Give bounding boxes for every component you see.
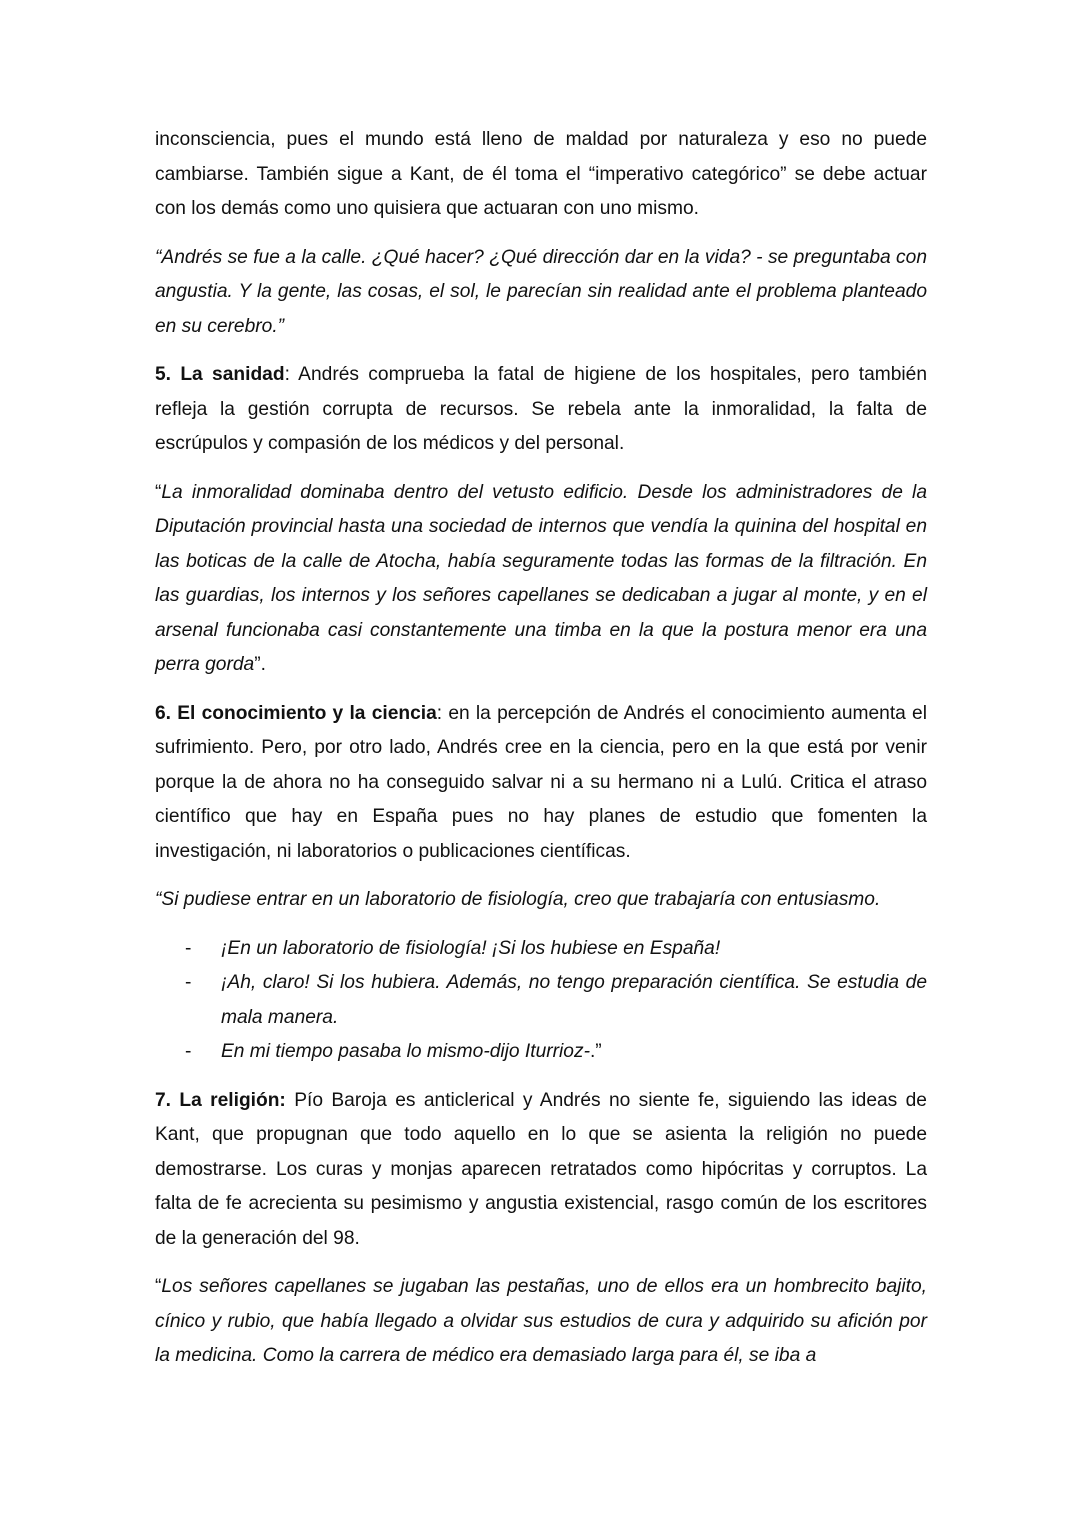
section-conocimiento — [155, 697, 927, 870]
section-body-religion: Pío Baroja es anticlerical y Andrés no siente fe, siguiendo las ideas de Kant, que propugnan que todo aquello en lo que se asienta la religión no puede demostrarse. Los curas y monjas aparecen retratados como hipócritas y corruptos. La falta de fe acrecienta su pesimismo y angustia existencial, rasgo común de los escritores de la generación del 98. — [155, 1089, 927, 1249]
quote-capellanes-text: Los señores capellanes se jugaban las pestañas, uno de ellos era un hombrecito bajito, cínico y rubio, que había llegado a olvidar sus estudios de cura y adquirido su afición por la medicina. Como la carrera de médico era demasiado larga para él, se iba a — [155, 1276, 927, 1366]
dialogue-line — [155, 966, 927, 1035]
dialogue-line — [155, 1035, 927, 1070]
quote-inmoralidad-text: La inmoralidad dominaba dentro del vetusto edificio. Desde los administradores de la Diputación provincial hasta una sociedad de internos que vendía la quinina del hospital en las boticas de la calle de Atocha, había seguramente todas las formas de la filtración. En las guardias, los internos y los señores capellanes se dedicaban a jugar al monte, y en el arsenal funcionaba casi constantemente una timba en la que la postura menor era una perra gorda — [155, 481, 927, 675]
quote-andres-calle: “Andrés se fue a la calle. ¿Qué hacer? ¿Qué dirección dar en la vida? - se preguntaba con angustia. Y la gente, las cosas, el sol, le parecían sin realidad ante el problema planteado en su cerebro.” — [155, 246, 927, 337]
quote-capellanes — [155, 1270, 927, 1374]
paragraph-kant: inconsciencia, pues el mundo está lleno de maldad por naturaleza y eso no puede cambiarse. También sigue a Kant, de él toma el “imperativo categórico” se debe actuar con los demás como uno quisiera que actuaran con uno mismo. — [155, 129, 927, 219]
section-sanidad — [155, 358, 927, 462]
dialogue-dash: - — [185, 1041, 192, 1062]
dialogue-text: ¡En un laboratorio de fisiología! ¡Si los hubiese en España! — [221, 937, 721, 959]
section-heading-sanidad: 5. La sanidad — [155, 364, 285, 385]
quote-inmoralidad — [155, 476, 927, 683]
dialogue-close-mark: .” — [589, 1041, 602, 1062]
quote-open-mark: “ — [155, 1276, 162, 1297]
quote-close-mark: ”. — [254, 654, 266, 675]
quote-open-mark: “ — [155, 481, 162, 503]
section-body-conocimiento: : en la percepción de Andrés el conocimiento aumenta el sufrimiento. Pero, por otro lado, Andrés cree en la ciencia, pero en la que está por venir porque la de ahora no ha conseguido salvar ni a su hermano ni a Lulú. Critica el atraso científico que hay en España pues no hay planes de estudio que fomenten la investigación, ni laboratorios o publicaciones científicas. — [155, 702, 927, 862]
document-page — [155, 123, 927, 1388]
section-religion — [155, 1084, 927, 1257]
section-heading-religion: 7. La religión: — [155, 1089, 286, 1111]
section-body-sanidad: : Andrés comprueba la fatal de higiene de los hospitales, pero también refleja la gestión corrupta de recursos. Se rebela ante la inmoralidad, la falta de escrúpulos y compasión de los médicos y del personal. — [155, 364, 927, 454]
dialogue-list — [155, 932, 927, 1070]
dialogue-text: En mi tiempo pasaba lo mismo-dijo Iturrioz- — [221, 1041, 590, 1062]
quote-laboratorio: “Si pudiese entrar en un laboratorio de fisiología, creo que trabajaría con entusiasmo. — [155, 889, 881, 910]
section-heading-conocimiento: 6. El conocimiento y la ciencia — [155, 702, 437, 724]
dialogue-dash: - — [185, 972, 192, 993]
dialogue-text: ¡Ah, claro! Si los hubiera. Además, no tengo preparación científica. Se estudia de mala manera. — [221, 972, 927, 1028]
dialogue-dash: - — [185, 937, 192, 959]
dialogue-line — [155, 932, 927, 967]
